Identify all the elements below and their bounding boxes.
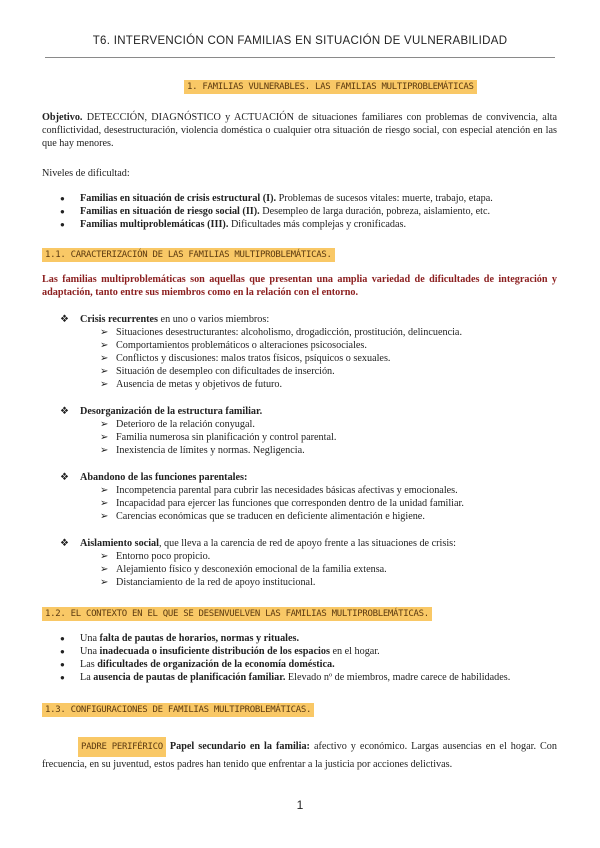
list-item <box>60 352 555 365</box>
list-item-text: Elevado nº de miembros, madre carece de habilidades. <box>285 672 511 683</box>
group-crisis <box>60 313 555 391</box>
list-item-bold: Familias multiproblemáticas (III). <box>80 219 229 230</box>
list-item-text: Las <box>80 659 98 670</box>
list-item-text: Problemas de sucesos vitales: muerte, trabajo, etapa. <box>276 193 493 204</box>
list-item-text: Desempleo de larga duración, pobreza, aislamiento, etc. <box>259 206 491 217</box>
arrow-bullet-icon: ➢ <box>100 366 109 377</box>
section-1-1-highlight: 1.1. CARACTERIZACIÓN DE LAS FAMILIAS MULTIPROBLEMÁTICAS. <box>42 248 335 262</box>
list-item-bold: dificultades de organización de la economía doméstica. <box>97 659 335 670</box>
list-item-text: Familia numerosa sin planificación y control parental. <box>116 432 337 443</box>
arrow-bullet-icon: ➢ <box>100 551 109 562</box>
list-item <box>60 658 510 671</box>
list-item-bold: Familias en situación de crisis estructural (I). <box>80 193 277 204</box>
group-head-text: en uno o varios miembros: <box>158 314 270 325</box>
group-head-bold: Aislamiento social <box>80 538 159 549</box>
arrow-bullet-icon: ➢ <box>100 327 109 338</box>
list-item-bold: inadecuada o insuficiente distribución de los espacios <box>99 646 330 657</box>
objective-label: Objetivo. <box>42 112 83 123</box>
arrow-bullet-icon: ➢ <box>100 511 109 522</box>
list-item <box>60 218 493 231</box>
section-1-1-title <box>42 244 335 262</box>
list-item <box>60 497 555 510</box>
list-item <box>60 645 510 658</box>
section-1-2-highlight: 1.2. EL CONTEXTO EN EL QUE SE DESENVUELVEN LAS FAMILIAS MULTIPROBLEMÁTICAS. <box>42 607 432 621</box>
list-item-text: Incapacidad para ejercer las funciones que corresponden dentro de la unidad familiar. <box>116 498 464 509</box>
diamond-bullet-icon: ❖ <box>60 538 69 549</box>
list-item <box>60 378 555 391</box>
list-item <box>60 510 555 523</box>
arrow-bullet-icon: ➢ <box>100 419 109 430</box>
padre-periferico-tag: PADRE PERIFÉRICO <box>78 737 166 757</box>
group-head <box>60 405 555 418</box>
definition-paragraph: Las familias multiproblemáticas son aquellas que presentan una amplia variedad de dificultades de integración y adaptación, tanto entre sus miembros como en la relación con el entorno. <box>42 274 557 298</box>
section-1-2-title <box>42 603 432 621</box>
group-head-bold: Crisis recurrentes <box>80 314 158 325</box>
arrow-bullet-icon: ➢ <box>100 564 109 575</box>
list-item-text: Una <box>80 646 100 657</box>
context-list <box>60 632 510 684</box>
page-number: 1 <box>296 798 304 812</box>
group-head <box>60 471 555 484</box>
group-head-text: , que lleva a la carencia de red de apoyo frente a las situaciones de crisis: <box>158 538 456 549</box>
diamond-bullet-icon: ❖ <box>60 472 69 483</box>
list-item-text: Carencias económicas que se traducen en deficiente alimentación e higiene. <box>116 511 425 522</box>
list-item-text: Situación de desempleo con dificultades de inserción. <box>116 366 335 377</box>
list-item-text: Una <box>80 633 100 644</box>
section-1-title <box>184 80 477 94</box>
list-item-text: Distanciamiento de la red de apoyo institucional. <box>116 577 316 588</box>
levels-list <box>60 192 493 231</box>
page-header: T6. INTERVENCIÓN CON FAMILIAS EN SITUACIÓN DE VULNERABILIDAD <box>92 35 508 47</box>
arrow-bullet-icon: ➢ <box>100 432 109 443</box>
list-item <box>60 431 555 444</box>
list-item <box>60 365 555 378</box>
list-item <box>60 326 555 339</box>
list-item <box>60 563 555 576</box>
list-item <box>60 192 493 205</box>
list-item <box>60 444 555 457</box>
header-divider <box>45 57 555 58</box>
arrow-bullet-icon: ➢ <box>100 445 109 456</box>
list-item-text: La <box>80 672 94 683</box>
arrow-bullet-icon: ➢ <box>100 379 109 390</box>
group-head <box>60 313 555 326</box>
group-head-bold: Desorganización de la estructura familiar. <box>80 406 263 417</box>
objective-text: DETECCIÓN, DIAGNÓSTICO y ACTUACIÓN de situaciones familiares con problemas de convivencia, alta conflictividad, desestructuración, violencia doméstica o cualquier otra situación de riesgo social, con especial atención en las que hay menores. <box>42 112 558 149</box>
objective-paragraph <box>42 111 557 150</box>
section-1-3-title <box>42 699 314 717</box>
group-disorganization <box>60 405 555 457</box>
group-head <box>60 537 555 550</box>
arrow-bullet-icon: ➢ <box>100 577 109 588</box>
diamond-bullet-icon: ❖ <box>60 314 69 325</box>
list-item-text: Deterioro de la relación conyugal. <box>116 419 255 430</box>
arrow-bullet-icon: ➢ <box>100 485 109 496</box>
arrow-bullet-icon: ➢ <box>100 353 109 364</box>
list-item-text: Comportamientos problemáticos o alteraciones psicosociales. <box>116 340 367 351</box>
list-item-text: Inexistencia de límites y normas. Negligencia. <box>116 445 305 456</box>
levels-intro: Niveles de dificultad: <box>42 168 130 179</box>
list-item-bold: ausencia de pautas de planificación familiar. <box>93 672 286 683</box>
arrow-bullet-icon: ➢ <box>100 340 109 351</box>
list-item <box>60 205 493 218</box>
list-item-text: Ausencia de metas y objetivos de futuro. <box>116 379 283 390</box>
list-item-bold: falta de pautas de horarios, normas y rituales. <box>99 633 300 644</box>
list-item <box>60 418 555 431</box>
padre-periferico-bold: Papel secundario en la familia: <box>169 741 310 752</box>
arrow-bullet-icon: ➢ <box>100 498 109 509</box>
list-item <box>60 576 555 589</box>
section-1-highlight: 1. FAMILIAS VULNERABLES. LAS FAMILIAS MULTIPROBLEMÁTICAS <box>184 80 477 94</box>
padre-periferico-paragraph <box>42 737 557 773</box>
list-item-text: Dificultades más complejas y cronificadas. <box>228 219 407 230</box>
list-item <box>60 671 510 684</box>
list-item <box>60 339 555 352</box>
group-head-bold: Abandono de las funciones parentales: <box>80 472 248 483</box>
list-item-text: Situaciones desestructurantes: alcoholismo, drogadicción, prostitución, delincuencia. <box>116 327 462 338</box>
section-1-3-highlight: 1.3. CONFIGURACIONES DE FAMILIAS MULTIPROBLEMÁTICAS. <box>42 703 314 717</box>
diamond-bullet-icon: ❖ <box>60 406 69 417</box>
list-item <box>60 484 555 497</box>
list-item-bold: Familias en situación de riesgo social (II). <box>80 206 260 217</box>
list-item-text: en el hogar. <box>329 646 380 657</box>
group-abandonment <box>60 471 555 523</box>
list-item-text: Entorno poco propicio. <box>116 551 211 562</box>
list-item-text: Alejamiento físico y desconexión emocional de la familia extensa. <box>116 564 387 575</box>
list-item-text: Incompetencia parental para cubrir las necesidades básicas afectivas y emocionales. <box>116 485 458 496</box>
list-item-text: Conflictos y discusiones: malos tratos físicos, psíquicos o sexuales. <box>116 353 391 364</box>
list-item <box>60 632 510 645</box>
padre-periferico-text: afectivo y económico. Largas ausencias en el hogar. Con frecuencia, en su juventud, estos padres han tenido que enfrentar a la justicia por acciones delictivas. <box>42 741 557 770</box>
list-item <box>60 550 555 563</box>
group-isolation <box>60 537 555 589</box>
